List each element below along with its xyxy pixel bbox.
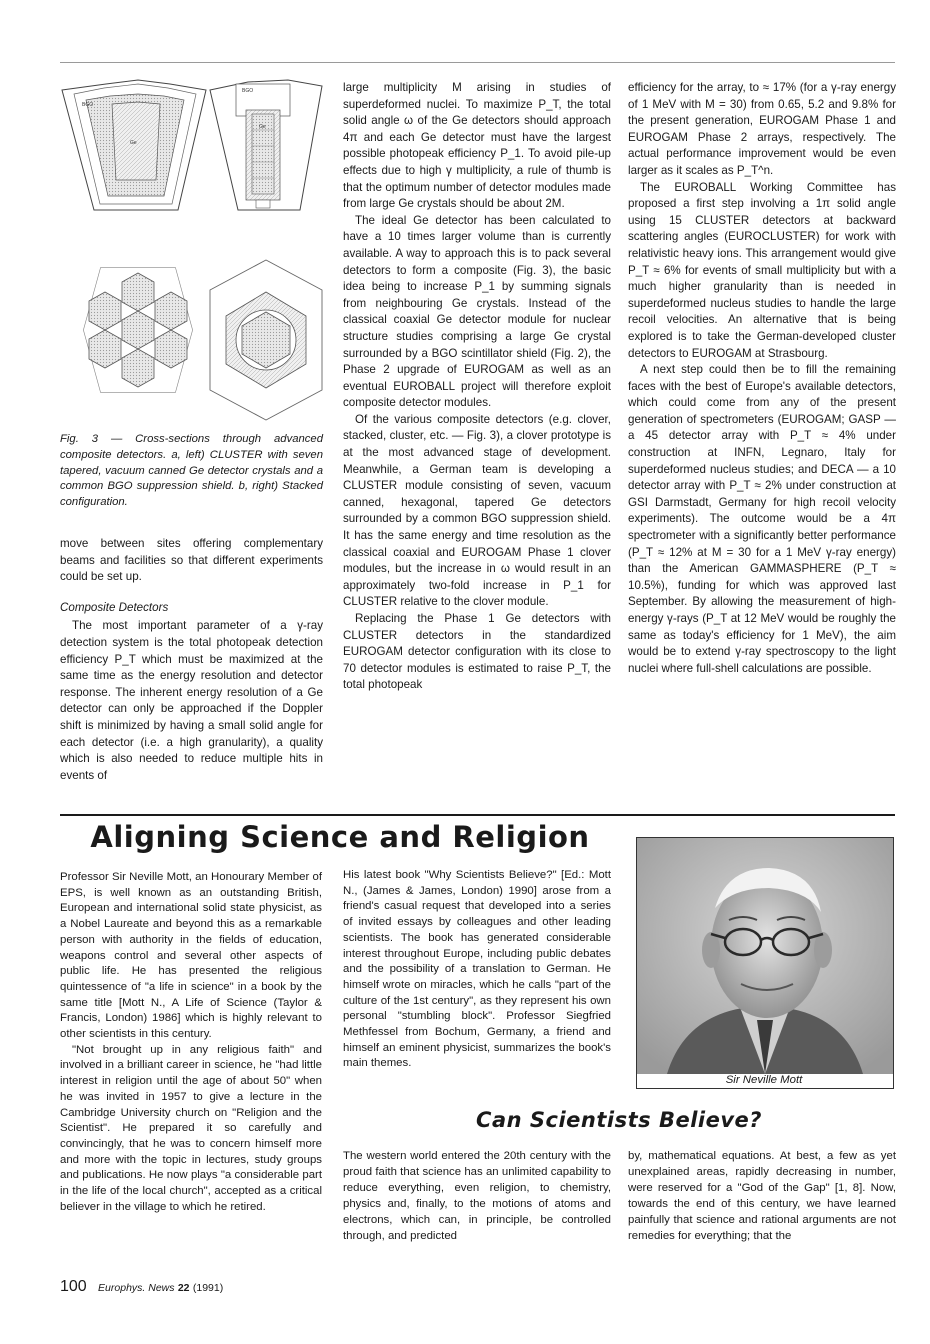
figure-3-drawing — [60, 70, 323, 430]
ge-label-left: Ge — [130, 140, 137, 146]
journal-name: Europhys. News — [98, 1282, 175, 1294]
paragraph: His latest book "Why Scientists Believe?" [Ed.: Mott N., (James & James, London) 1990] arose from a friend's casual request that developed into a series of invited essays by colleagues and other leading scientists. The book has generated considerable interest throughout Europe, including public debates and the possibility of a translation to German. He himself wrote on miracles, which he calls "part of the culture of the 1st century", as they represent his own personal "stumbling block". Professor Siegfried Methfessel from Bochum, Germany, a friend and himself an eminent physicist, summarizes the book's main themes. — [343, 869, 611, 1070]
journal-year: (1991) — [192, 1282, 224, 1294]
section-divider — [60, 814, 895, 816]
section-subheading: Composite Detectors — [60, 600, 169, 614]
article3-title: Can Scientists Believe? — [476, 1108, 762, 1132]
article1-column-1 — [60, 536, 323, 784]
photo-caption: Sir Neville Mott — [725, 1074, 803, 1086]
portrait-image — [637, 838, 893, 1088]
article2-title: Aligning Science and Religion — [90, 820, 590, 854]
hexagon-cluster — [83, 268, 192, 393]
ge-label-right: Ge — [259, 124, 266, 130]
figure-caption: Fig. 3 — Cross-sections through advanced composite detectors. a, left) CLUSTER with seven tapered, vacuum canned Ge detector crystals and a common BGO suppression shield. b, right) Stacked configuration. — [60, 433, 323, 509]
paragraph: The ideal Ge detector has been calculated to have a 10 times larger volume than is currently available. A way to approach this is to pack several detectors to form a composite (Fig. 3), the basic idea being to increase P_1 by summing signals from neighbouring Ge crystals. Instead of the classical coaxial Ge detector module for nuclear structure studies comprising a large Ge crystal surrounded by a BGO scintillator shield (Fig. 2), the Phase 2 upgrade of EUROGAM as well as an eventual EUROBALL project will therefore exploit composite detector modules. — [343, 213, 611, 410]
paragraph: Replacing the Phase 1 Ge detectors with CLUSTER detectors in the standardized EUROGAM detector configuration with its close to 70 detector modules is estimated to raise P_T, the total photopeak — [343, 612, 611, 692]
top-rule — [60, 62, 895, 63]
paragraph: move between sites offering complementary beams and facilities so that different experiments could be set up. — [60, 537, 323, 584]
paragraph: by, mathematical equations. At best, a few as yet unexplained areas, rapidly decreasing in number, were reserved for a "God of the Gap" [1, 8]. Now, towards the end of this century, we have learned painfully that science and rational arguments are not remedies for everything; that the — [628, 1150, 896, 1242]
paragraph: The EUROBALL Working Committee has proposed a first step involving a 1π solid angle using 15 CLUSTER detectors at backward scattering angles (EUROCLUSTER) for work with relativistic heavy ions. This arrangement would give P_T ≈ 6% for events of small multiplicity but with a much higher granularity than is needed in superdeformed nucleus studies to handle the large recoil velocities. An alternative that is being explored is to take the German-developed cluster detectors to EUROGAM at Strasbourg. — [628, 180, 896, 360]
article2-column-1 — [60, 870, 322, 1215]
page-number: 100 — [60, 1278, 87, 1295]
bgo-label-left: BGO — [82, 102, 94, 108]
paragraph: A next step could then be to fill the remaining faces with the best of Europe's available detectors, which could come from any of the present generation of spectrometers (EUROGAM; GASP — a 45 detector array with P_T ≈ 4% under construction at INFN, Legnaro, Italy for superdeformed nucleus studies; and DECA — a 10 detector array with P_T ≈ 2% under construction at GSI Darmstadt, Germany for high recoil velocity experiments). The outcome would be a 4π spectrometer with a significantly better performance (P_T ≈ 12% at M = 30 for a 1 MeV γ-ray energy) than the American GAMMASPHERE (P_T ≈ 10.5%), funding for which was approved last September. By allowing the measurement of high-energy γ-rays (P_T at 12 MeV would be roughly the same as today's efficiency for 1 MeV), the aim would be to extend γ-ray spectroscopy to the light nuclei where full-shell calculations are possible. — [628, 363, 896, 675]
paragraph: Professor Sir Neville Mott, an Honourary Member of EPS, is well known as an outstanding British, European and international solid state physicist, as a Nobel Laureate and beyond this as a remarkable person with authority in the fields of education, weapons control and several other aspects of public life. He has presented the religious quintessence of "a life in science" in a book by the same title [Mott N., A Life of Science (Taylor & Francis, London) 1986] which is highly relevant to other scientists in this century. — [60, 871, 322, 1041]
bgo-label-right: BGO — [242, 88, 254, 94]
portrait-photo — [636, 837, 894, 1089]
figure-3 — [60, 70, 323, 430]
paragraph: Of the various composite detectors (e.g. clover, stacked, cluster, etc. — Fig. 3), a clover prototype is at the most advanced stage of development. Meanwhile, a German team is developing a CLUSTER module consisting of seven, vacuum canned, hexagonal, tapered Ge detectors surrounded by a common BGO suppression shield. It has the same energy and time resolution as the classical coaxial and EUROGAM Phase 1 clover modules, but the increase in ω would result in an approximately two-fold increase in P_1 for CLUSTER relative to the clover module. — [343, 412, 611, 609]
paragraph: "Not brought up in any religious faith" and involved in a brilliant career in science, he "had little interest in religion until the age of about 50" when he was invited in 1957 to give a lecture in the Cambridge University church on "Religion and the Scientist". He prepared it so carefully and convincingly, that he was to concern himself more and more with the topic in lectures, study groups and publications. He now plays "a considerable part in the life of the local church", accepted as a critical believer in the village to which he retired. — [60, 1043, 322, 1213]
article1-column-2 — [343, 80, 611, 694]
paragraph: The most important parameter of a γ-ray detection system is the total photopeak detection efficiency P_T which must be maximized at the same time as the energy resolution and detector response. The inherent energy resolution of a Ge detector can only be approached if the Doppler shift is minimized by having a small solid angle for each detector (i.e. a high granularity), a quality which is also needed to reduce multiple hits in events of — [60, 619, 323, 782]
article3-column-1 — [343, 1148, 611, 1244]
paragraph: The western world entered the 20th century with the proud faith that science has an unlimited capability to reduce everything, even religion, to chemistry, physics and, finally, to the motions of atoms and electrons, which can, in principle, be controlled through, and predicted — [343, 1150, 611, 1242]
paragraph: large multiplicity M arising in studies of superdeformed nuclei. To maximize P_T, the total solid angle ω of the Ge detectors should approach 4π and each Ge detector must have the largest possible photopeak efficiency P_1. To avoid pile-up effects due to high γ multiplicity, a rule of thumb is that the optimum number of detector modules made from large Ge crystals should be about 2M. — [343, 81, 611, 211]
journal-volume: 22 — [177, 1282, 190, 1294]
article1-column-3 — [628, 80, 896, 677]
page-footer — [60, 1278, 223, 1296]
stacked-hexagon — [210, 260, 322, 420]
article2-column-2 — [343, 868, 611, 1072]
paragraph: efficiency for the array, to ≈ 17% (for a γ-ray energy of 1 MeV with M = 30) from 0.65, 5.2 and 9.8% for the present generation, EUROGAM Phase 1 and EUROGAM Phase 2 arrays, respectively. The actual performance improvement would be even larger as it scales as P_T^n. — [628, 81, 896, 177]
article3-column-2 — [628, 1148, 896, 1244]
